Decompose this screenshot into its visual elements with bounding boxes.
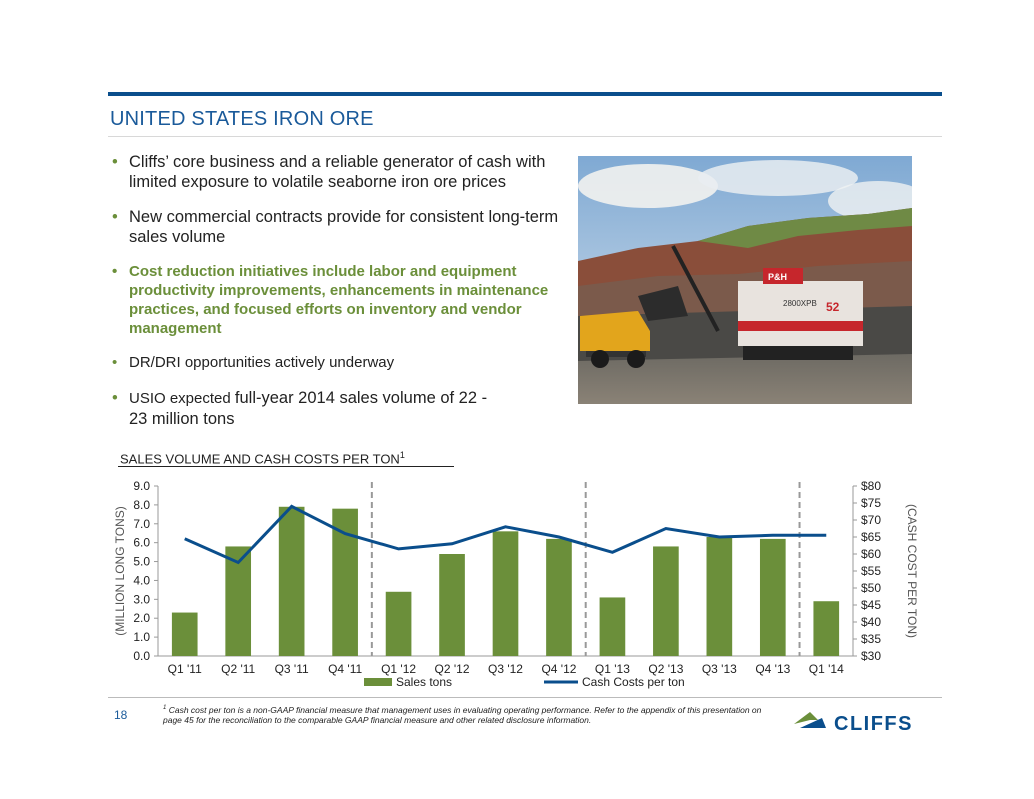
y-tick-label-right: $65 <box>861 530 882 544</box>
bar-sales-tons <box>813 601 839 656</box>
y-tick-label-right: $30 <box>861 649 882 663</box>
bar-sales-tons <box>332 509 358 656</box>
page-title: UNITED STATES IRON ORE <box>110 108 374 130</box>
legend-label-cash-costs: Cash Costs per ton <box>582 675 685 689</box>
y-axis-title-right: (CASH COST PER TON) <box>905 503 919 639</box>
y-tick-label-right: $50 <box>861 581 882 595</box>
x-tick-label: Q1 '13 <box>594 662 630 676</box>
y-tick-label-right: $55 <box>861 564 882 578</box>
y-tick-label-right: $60 <box>861 547 882 561</box>
y-tick-label-right: $70 <box>861 513 882 527</box>
x-tick-label: Q4 '12 <box>541 662 577 676</box>
footnote: $^1$ Cash cost per ton is a non-GAAP financial measure that management uses in evaluating operating performance. Refer to the appendix of this presentation on page 45 for the reconciliation to the comparable GAAP financial measure and other related disclosure information. <box>163 704 762 726</box>
y-tick-label-left: 1.0 <box>133 630 150 645</box>
bar-sales-tons <box>653 546 679 656</box>
logo-wordmark: CLIFFS <box>834 713 913 735</box>
y-tick-label-left: 2.0 <box>133 611 150 626</box>
y-axis-title-left: (MILLION LONG TONS) <box>113 506 127 636</box>
x-tick-label: Q2 '12 <box>434 662 470 676</box>
bullet-item: • DR/DRI opportunities actively underway <box>112 354 395 371</box>
sales-volume-cash-cost-chart <box>108 478 928 693</box>
x-tick-label: Q1 '14 <box>808 662 844 676</box>
x-tick-label: Q3 '13 <box>701 662 737 676</box>
x-tick-label: Q3 '12 <box>488 662 523 676</box>
bullet-marker: • <box>112 153 118 171</box>
y-tick-label-left: 0.0 <box>133 649 150 663</box>
bullet-marker: • <box>112 208 118 226</box>
shovel-model: 2800XPB <box>783 299 817 308</box>
shovel-number: 52 <box>826 300 840 314</box>
bar-sales-tons <box>493 531 519 656</box>
bar-sales-tons <box>707 537 733 656</box>
y-tick-label-left: 4.0 <box>133 573 150 588</box>
bullet-item-highlight: • Cost reduction initiatives include labor and equipment productivity improvements, enhancements in maintenance practices, and focused efforts on inventory and vendor management <box>112 263 549 337</box>
bullet-item: • Cliffs’ core business and a reliable generator of cash with limited exposure to volatile seaborne iron ore prices <box>112 153 546 191</box>
y-tick-label-left: 5.0 <box>133 554 150 569</box>
y-tick-label-right: $75 <box>861 496 882 510</box>
bullet-list <box>112 152 567 444</box>
bar-sales-tons <box>760 539 786 656</box>
y-tick-label-right: $80 <box>861 479 882 493</box>
y-tick-label-left: 7.0 <box>133 516 150 531</box>
top-accent-bar <box>108 92 942 96</box>
bar-sales-tons <box>172 613 198 656</box>
y-tick-label-left: 9.0 <box>133 479 150 493</box>
cliffs-logo <box>792 706 942 743</box>
bullet-item: • New commercial contracts provide for consistent long-term sales volume <box>112 208 559 246</box>
title-divider <box>108 136 942 137</box>
chart-heading: SALES VOLUME AND CASH COSTS PER TON$^1$ <box>120 450 405 467</box>
footer-divider <box>108 697 942 698</box>
page-number: 18 <box>114 708 128 722</box>
y-tick-label-left: 6.0 <box>133 535 150 550</box>
footnote-marker: 1 <box>399 450 405 460</box>
bar-sales-tons <box>600 597 626 656</box>
bullet-marker: • <box>112 389 118 407</box>
bar-sales-tons <box>386 592 412 656</box>
chart-heading-underline <box>118 466 454 467</box>
y-tick-label-right: $35 <box>861 632 882 646</box>
shovel-label: P&H <box>768 272 788 282</box>
x-tick-label: Q1 '11 <box>167 662 202 676</box>
x-tick-label: Q2 '11 <box>221 662 256 676</box>
bullet-marker: • <box>112 263 118 280</box>
x-tick-label: Q1 '12 <box>381 662 417 676</box>
bar-sales-tons <box>546 539 572 656</box>
bar-sales-tons <box>279 507 305 656</box>
x-tick-label: Q3 '11 <box>274 662 309 676</box>
x-tick-label: Q2 '13 <box>648 662 684 676</box>
y-tick-label-right: $45 <box>861 598 882 612</box>
y-tick-label-right: $40 <box>861 615 882 629</box>
bar-sales-tons <box>439 554 465 656</box>
bullet-item: • USIO expected full-year 2014 sales volume of 22 - 23 million tons <box>112 389 488 428</box>
x-tick-label: Q4 '13 <box>755 662 791 676</box>
legend-label-sales-tons: Sales tons <box>396 675 453 689</box>
mining-shovel-and-haul-truck-photo <box>578 156 912 404</box>
legend-swatch-sales-tons <box>364 678 392 686</box>
bullet-marker: • <box>112 354 118 371</box>
y-tick-label-left: 8.0 <box>133 497 150 512</box>
x-tick-label: Q4 '11 <box>328 662 363 676</box>
y-tick-label-left: 3.0 <box>133 592 150 607</box>
